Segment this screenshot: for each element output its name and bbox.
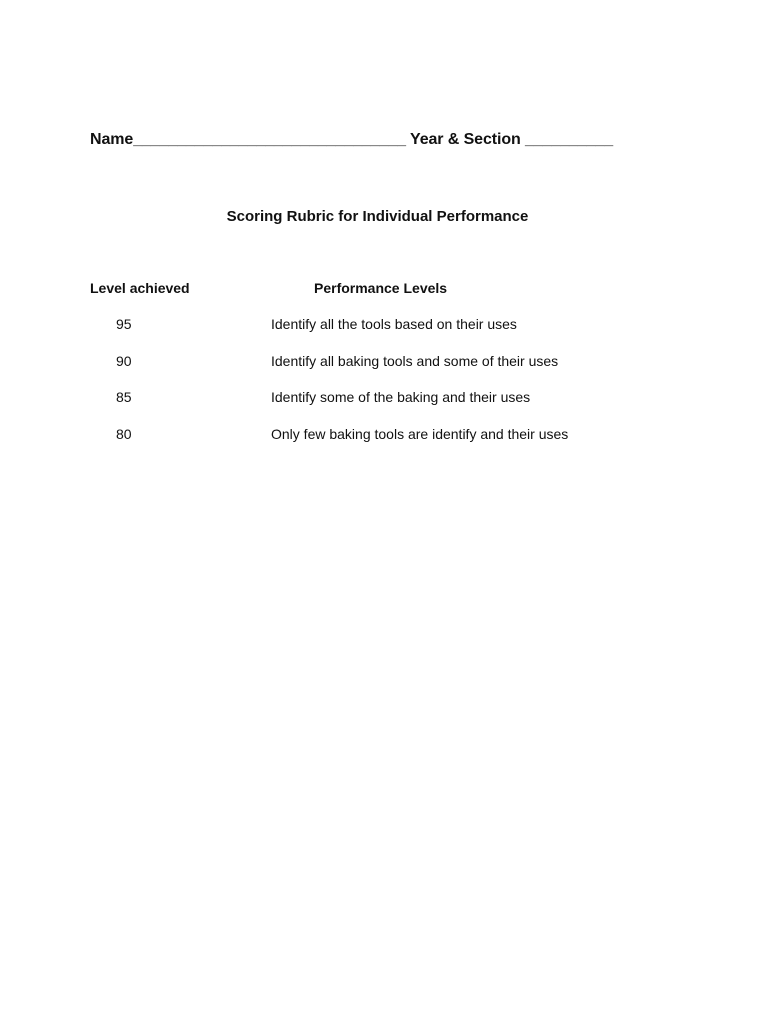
- rubric-row: [0, 426, 768, 463]
- rubric-score: 95: [116, 316, 132, 332]
- rubric-row: [0, 316, 768, 353]
- rubric-score: 90: [116, 352, 132, 369]
- column-header-level-achieved: Level achieved: [90, 280, 190, 296]
- rubric-score: 80: [116, 425, 132, 442]
- rubric-title: Scoring Rubric for Individual Performance: [226, 208, 529, 225]
- column-header-performance-levels: Performance Levels: [314, 280, 448, 296]
- rubric-description: Only few baking tools are identify and their uses: [271, 425, 569, 442]
- name-year-section-line: [90, 131, 613, 149]
- name-blank: _______________________________: [133, 131, 406, 148]
- rubric-score: 85: [116, 389, 132, 405]
- rubric-description: Identify some of the baking and their uses: [271, 389, 531, 405]
- rubric-row: [0, 389, 768, 426]
- name-label: Name: [90, 131, 134, 148]
- year-section-label: Year & Section: [410, 131, 521, 148]
- rubric-rows: [0, 316, 768, 462]
- rubric-description: Identify all baking tools and some of their uses: [271, 352, 559, 369]
- rubric-row: [0, 353, 768, 390]
- year-section-blank: __________: [525, 131, 614, 148]
- rubric-description: Identify all the tools based on their uses: [271, 316, 517, 332]
